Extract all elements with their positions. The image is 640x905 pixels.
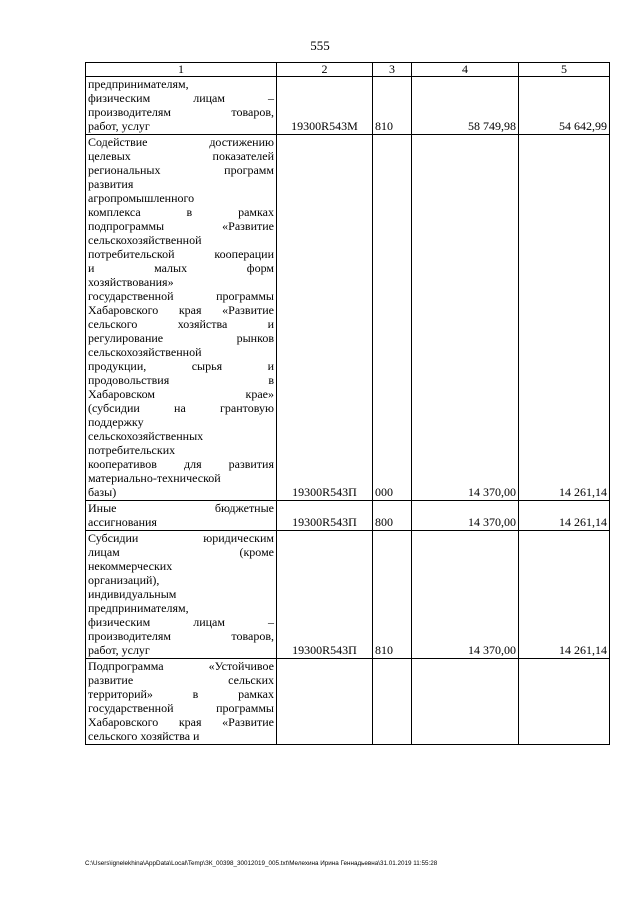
row-name-line: Хабаровского края «Развитие	[88, 715, 274, 729]
row-name-line: комплекса в рамках	[88, 205, 274, 219]
row-value-2-cell: 14 261,14	[519, 531, 610, 659]
row-name-line: региональных программ	[88, 163, 274, 177]
row-name-line: Иные бюджетные	[88, 501, 274, 515]
row-name-line: (субсидии на грантовую	[88, 401, 274, 415]
row-name-line: хозяйствования»	[88, 275, 174, 289]
table-row	[86, 77, 610, 135]
row-type-cell: 810	[373, 77, 412, 135]
header-col-1: 1	[86, 63, 277, 77]
table-header-row	[86, 63, 610, 77]
row-name-line: регулирование рынков	[88, 331, 274, 345]
row-name-line: Содействие достижению	[88, 135, 274, 149]
row-name-line: развитие сельских	[88, 673, 274, 687]
row-value-1-cell: 14 370,00	[412, 531, 519, 659]
row-name-line: сельскохозяйственных	[88, 429, 204, 443]
row-code-cell: 19300R543П	[277, 531, 373, 659]
row-name-line: Хабаровского края «Развитие	[88, 303, 274, 317]
row-value-2-cell: 54 642,99	[519, 77, 610, 135]
table-row	[86, 501, 610, 531]
row-name-line: материально-технической	[88, 471, 221, 485]
table-row	[86, 659, 610, 745]
row-name-line: сельскохозяйственной	[88, 345, 202, 359]
row-name-line: лицам (кроме	[88, 545, 274, 559]
header-col-5: 5	[519, 63, 610, 77]
row-code-cell: 19300R543П	[277, 135, 373, 501]
header-col-2: 2	[277, 63, 373, 77]
row-name-cell	[86, 501, 277, 531]
row-name-line: агропромышленного	[88, 191, 195, 205]
row-value-1-cell	[412, 659, 519, 745]
row-name-line: сельскохозяйственной	[88, 233, 202, 247]
header-col-4: 4	[412, 63, 519, 77]
row-name-line: производителям товаров,	[88, 629, 274, 643]
budget-table	[85, 62, 610, 745]
row-name-cell	[86, 77, 277, 135]
row-name-line: продовольствия в	[88, 373, 274, 387]
row-name-line: Подпрограмма «Устойчивое	[88, 659, 274, 673]
row-name-line: предпринимателям,	[88, 601, 189, 615]
row-name-line: Субсидии юридическим	[88, 531, 274, 545]
row-name-cell	[86, 659, 277, 745]
row-name-line: работ, услуг	[88, 643, 150, 657]
row-name-line: сельского хозяйства и	[88, 729, 200, 743]
row-name-line: потребительской кооперации	[88, 247, 274, 261]
row-name-line: производителям товаров,	[88, 105, 274, 119]
row-name-cell	[86, 531, 277, 659]
row-name-cell	[86, 135, 277, 501]
table-row	[86, 135, 610, 501]
row-name-line: целевых показателей	[88, 149, 274, 163]
row-name-line: Хабаровском крае»	[88, 387, 274, 401]
row-name-line: сельского хозяйства и	[88, 317, 274, 331]
row-value-2-cell: 14 261,14	[519, 135, 610, 501]
row-code-cell: 19300R543M	[277, 77, 373, 135]
row-name-line: поддержку	[88, 415, 144, 429]
row-type-cell: 800	[373, 501, 412, 531]
row-name-line: организаций),	[88, 573, 160, 587]
row-name-line: и малых форм	[88, 261, 274, 275]
row-name-line: территорий» в рамках	[88, 687, 274, 701]
row-type-cell: 810	[373, 531, 412, 659]
header-col-3: 3	[373, 63, 412, 77]
row-code-cell	[277, 659, 373, 745]
row-name-line: государственной программы	[88, 289, 274, 303]
row-name-line: базы)	[88, 485, 117, 499]
row-name-line: кооперативов для развития	[88, 457, 274, 471]
row-name-line: некоммерческих	[88, 559, 173, 573]
page-number: 555	[310, 38, 330, 53]
row-name-line: физическим лицам –	[88, 91, 274, 105]
row-name-line: работ, услуг	[88, 119, 150, 133]
row-value-2-cell	[519, 659, 610, 745]
table-row	[86, 531, 610, 659]
row-name-line: продукции, сырья и	[88, 359, 274, 373]
row-value-1-cell: 14 370,00	[412, 501, 519, 531]
row-name-line: государственной программы	[88, 701, 274, 715]
row-name-line: подпрограммы «Развитие	[88, 219, 274, 233]
row-value-2-cell: 14 261,14	[519, 501, 610, 531]
row-name-line: индивидуальным	[88, 587, 177, 601]
row-value-1-cell: 58 749,98	[412, 77, 519, 135]
row-code-cell: 19300R543П	[277, 501, 373, 531]
row-name-line: потребительских	[88, 443, 176, 457]
row-name-line: предпринимателям,	[88, 77, 189, 91]
row-type-cell: 000	[373, 135, 412, 501]
row-name-line: ассигнования	[88, 515, 157, 529]
row-name-line: развития	[88, 177, 134, 191]
row-type-cell	[373, 659, 412, 745]
file-path-footer: C:\Users\ignelekhina\AppData\Local\Temp\ЗК_00398_30012019_005.txt\Мелехина Ирина Геннадьевна\31.01.2019 11:55:28	[85, 860, 438, 867]
row-value-1-cell: 14 370,00	[412, 135, 519, 501]
row-name-line: физическим лицам –	[88, 615, 274, 629]
